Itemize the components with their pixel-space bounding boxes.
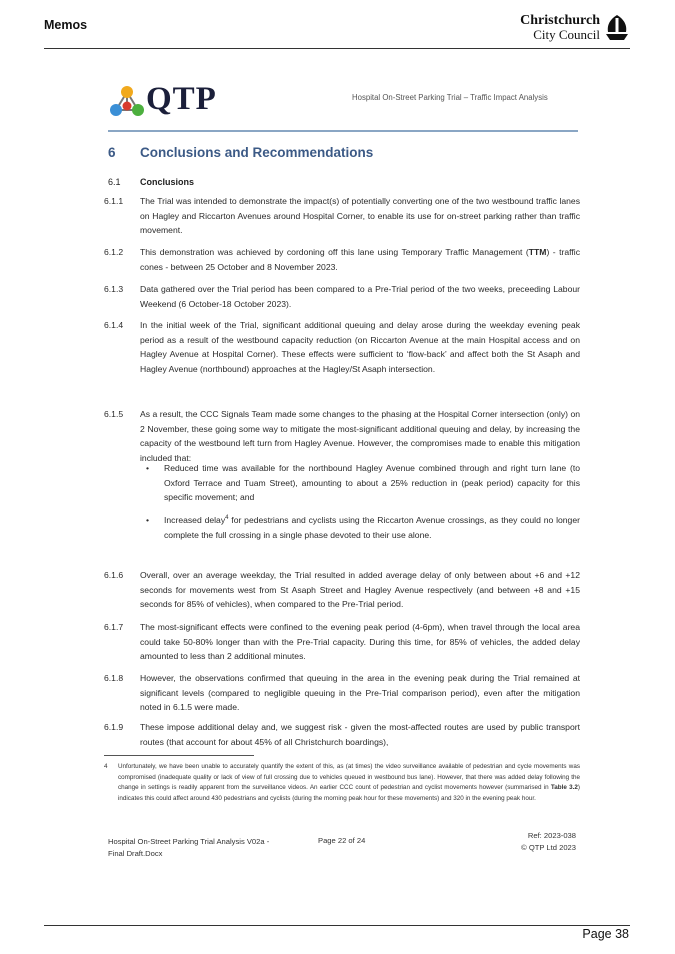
memo-page-number: Page 38 (582, 927, 629, 941)
paragraph-6-1-9 (104, 720, 580, 749)
paragraph-6-1-2 (104, 245, 580, 274)
memo-header-label: Memos (44, 18, 88, 32)
qtp-logo-text: QTP (146, 81, 217, 117)
paragraph-text: As a result, the CCC Signals Team made some changes to the phasing at the Hospital Corner intersection (only) on 2 November, these going some way to mitigate the most-significant additional queuing and delay, by increasing the capacity of the westbound left turn from Hagley Avenue. However, the compromises made to enable this mitigation included that: (140, 409, 580, 463)
paragraph-number: 6.1.6 (104, 570, 124, 580)
paragraph-number: 6.1.1 (104, 196, 124, 206)
footnote-ref: 4 (225, 515, 229, 522)
footnote-number: 4 (104, 763, 108, 770)
report-footer-page: Page 22 of 24 (318, 836, 366, 845)
footnote (104, 762, 580, 804)
paragraph-6-1-3 (104, 282, 580, 311)
footnote-text: Unfortunately, we have been unable to accurately quantify the extent of this, as (at times) the video surveillance available of pedestrian and cycle movements was compromised (inadequate quality or lack of view of full crossing due to vehicles queued in westbound bus lane). However, that there was added delay following the change in settings is readily apparent from the surveillance videos. An earlier CCC count of pedestrian and cyclist movements however (summarised in Table 3.2) indicates this could affect around 430 pedestrians and cyclists (during the morning peak hour for these movements) and 320 in the evening peak hour. (118, 763, 581, 802)
qtp-molecule-logo-icon (108, 84, 146, 120)
memo-footer-rule (44, 925, 630, 926)
paragraph-6-1-1 (104, 194, 580, 238)
memo-header-rule (44, 48, 630, 49)
paragraph-number: 6.1.7 (104, 622, 124, 632)
report-running-title: Hospital On-Street Parking Trial – Traffic Impact Analysis (352, 93, 548, 102)
paragraph-text: These impose additional delay and, we suggest risk - given the most-affected routes are used by public transport routes (that account for about 45% of all Christchurch boardings), (140, 722, 580, 747)
paragraph-number: 6.1.4 (104, 320, 124, 330)
ttm-abbreviation: TTM (528, 247, 547, 257)
paragraph-6-1-5 (104, 407, 580, 465)
section-title: Conclusions and Recommendations (140, 145, 374, 160)
paragraph-6-1-7 (104, 620, 580, 664)
bullet-item (140, 461, 580, 505)
paragraph-number: 6.1.8 (104, 673, 124, 683)
paragraph-text: This demonstration was achieved by cordoning off this lane using Temporary Traffic Management (TTM) - traffic cones - between 25 October and 8 November 2023. (140, 247, 580, 272)
paragraph-text: The most-significant effects were confined to the evening peak period (4-6pm), when travel through the local area could take 50-80% longer than with the Pre-Trial capacity. During this time, for 85% of vehicles, the added delay amounted to less than 2 additional minutes. (140, 622, 580, 661)
report-footer-docname: Hospital On-Street Parking Trial Analysis V02a - Final Draft.Docx (108, 837, 270, 858)
council-name-line2: City Council (533, 27, 600, 42)
report-header-rule (108, 130, 578, 132)
bullet-text: Reduced time was available for the northbound Hagley Avenue combined through and right turn lane (to Oxford Terrace and Tuam Street), amounting to about a 25% reduction in (peak period) capacity for this specific movement; and (164, 463, 580, 502)
subsection-number: 6.1 (108, 177, 121, 187)
report-footer-ref: Ref: 2023-038 © QTP Ltd 2023 (521, 831, 576, 852)
council-logo (510, 13, 630, 43)
paragraph-number: 6.1.9 (104, 722, 124, 732)
paragraph-text: However, the observations confirmed that queuing in the area in the evening peak during the Trial remained at significant levels (compared to negligible queuing in the Pre-Trial comparison period), even after the mitigation noted in 6.1.5 were made. (140, 673, 580, 712)
subsection-title: Conclusions (140, 177, 195, 187)
paragraph-6-1-8 (104, 671, 580, 715)
paragraph-number: 6.1.5 (104, 409, 124, 419)
bullet-icon: • (146, 515, 150, 525)
paragraph-text: Data gathered over the Trial period has been compared to a Pre-Trial period of the two weeks, preceeding Labour Weekend (6 October-18 October 2023). (140, 284, 580, 309)
paragraph-number: 6.1.3 (104, 284, 124, 294)
paragraph-6-1-6 (104, 568, 580, 612)
bullet-text: Increased delay$^4$ for pedestrians and cyclists using the Riccarton Avenue crossings, as they could no longer complete the full crossing in a single phase devoted to their use alone. (164, 515, 580, 540)
council-emblem-icon (604, 14, 630, 42)
paragraph-text: In the initial week of the Trial, significant additional queuing and delay arose during the weekday evening peak period as a result of the westbound capacity reduction (on Riccarton Avenue at the main Hospital access and on Hagley Avenue at Hospital Corner). These effects were sufficient to ‘flow-back’ and affect both the St Asaph and Hagley Avenue (northbound) approaches at the Hagley/St Asaph intersection. (140, 320, 580, 374)
paragraph-text: Overall, over an average weekday, the Trial resulted in added average delay of only between about +6 and +12 seconds for movements west from St Asaph Street and Hagley Avenue respectively (and between +8 and +15 seconds for 85% of vehicles), when compared to the Pre-Trial period. (140, 570, 580, 609)
bullet-icon: • (146, 463, 150, 473)
paragraph-number: 6.1.2 (104, 247, 124, 257)
section-number: 6 (108, 145, 116, 160)
paragraph-6-1-4 (104, 318, 580, 376)
footnote-rule (104, 755, 254, 756)
paragraph-text: The Trial was intended to demonstrate the impact(s) of potentially converting one of the two westbound traffic lanes on Hagley and Riccarton Avenues around Hospital Corner, to enable its use for on-street parking rather than traffic movement. (140, 196, 580, 235)
council-name-line1: Christchurch (520, 13, 600, 28)
bullet-item (140, 513, 580, 542)
